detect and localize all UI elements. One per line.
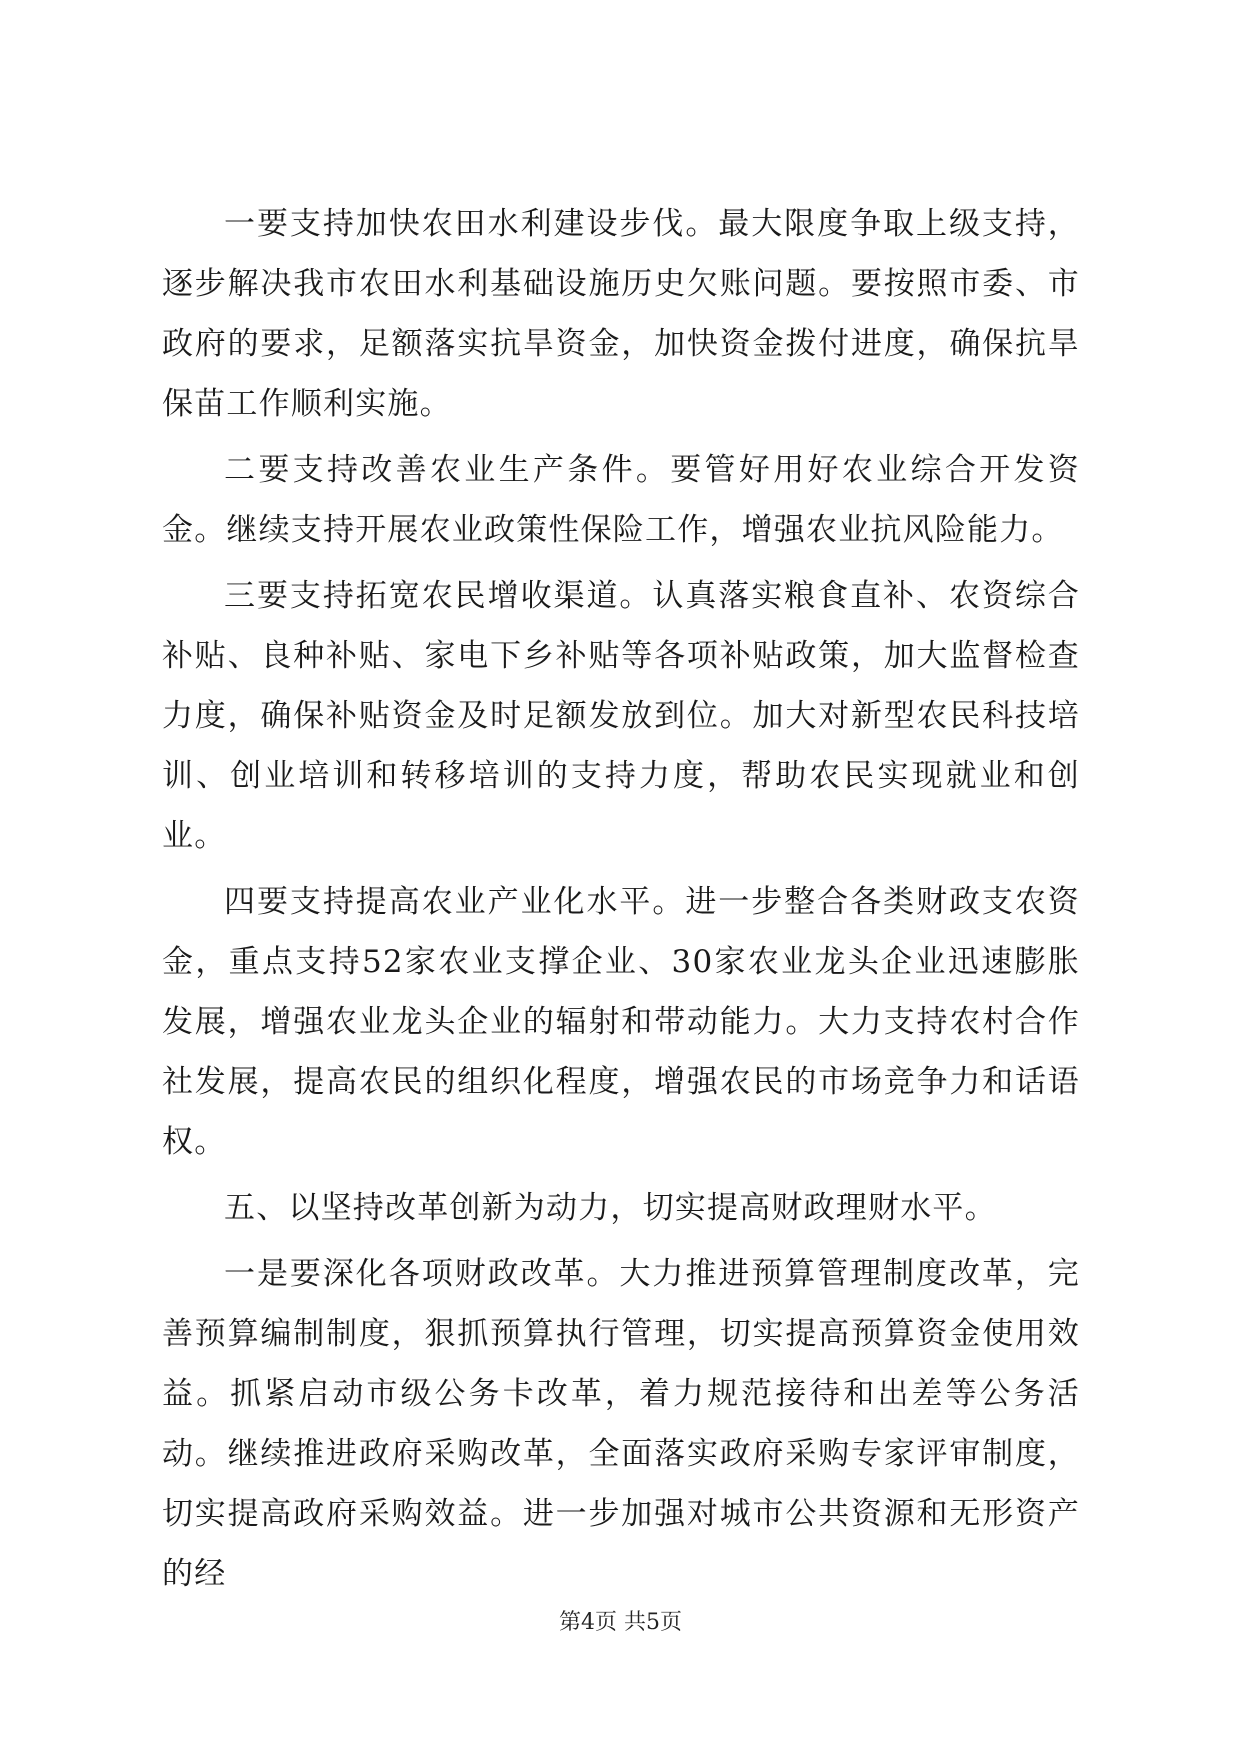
paragraph-3: 三要支持拓宽农民增收渠道。认真落实粮食直补、农资综合补贴、良种补贴、家电下乡补贴等各项补贴政策，加大监督检查力度，确保补贴资金及时足额发放到位。加大对新型农民科技培训、创业培训和转移培训的支持力度，帮助农民实现就业和创业。 <box>162 578 1080 854</box>
paragraph-6: 一是要深化各项财政改革。大力推进预算管理制度改革，完善预算编制制度，狠抓预算执行管理，切实提高预算资金使用效益。抓紧启动市级公务卡改革，着力规范接待和出差等公务活动。继续推进政府采购改革，全面落实政府采购专家评审制度，切实提高政府采购效益。进一步加强对城市公共资源和无形资产的经 <box>162 1256 1080 1592</box>
page-number-footer: 第4页 共5页 <box>559 1610 682 1635</box>
section-heading-5: 五、以坚持改革创新为动力，切实提高财政理财水平。 <box>224 1190 997 1226</box>
document-body <box>162 194 1080 1610</box>
paragraph-2: 二要支持改善农业生产条件。要管好用好农业综合开发资金。继续支持开展农业政策性保险工作，增强农业抗风险能力。 <box>162 452 1080 548</box>
paragraph-4: 四要支持提高农业产业化水平。进一步整合各类财政支农资金，重点支持52家农业支撑企业、30家农业龙头企业迅速膨胀发展，增强农业龙头企业的辐射和带动能力。大力支持农村合作社发展，提高农民的组织化程度，增强农民的市场竞争力和话语权。 <box>162 884 1080 1160</box>
paragraph-1: 一要支持加快农田水利建设步伐。最大限度争取上级支持，逐步解决我市农田水利基础设施历史欠账问题。要按照市委、市政府的要求，足额落实抗旱资金，加快资金拨付进度，确保抗旱保苗工作顺利实施。 <box>162 206 1080 422</box>
